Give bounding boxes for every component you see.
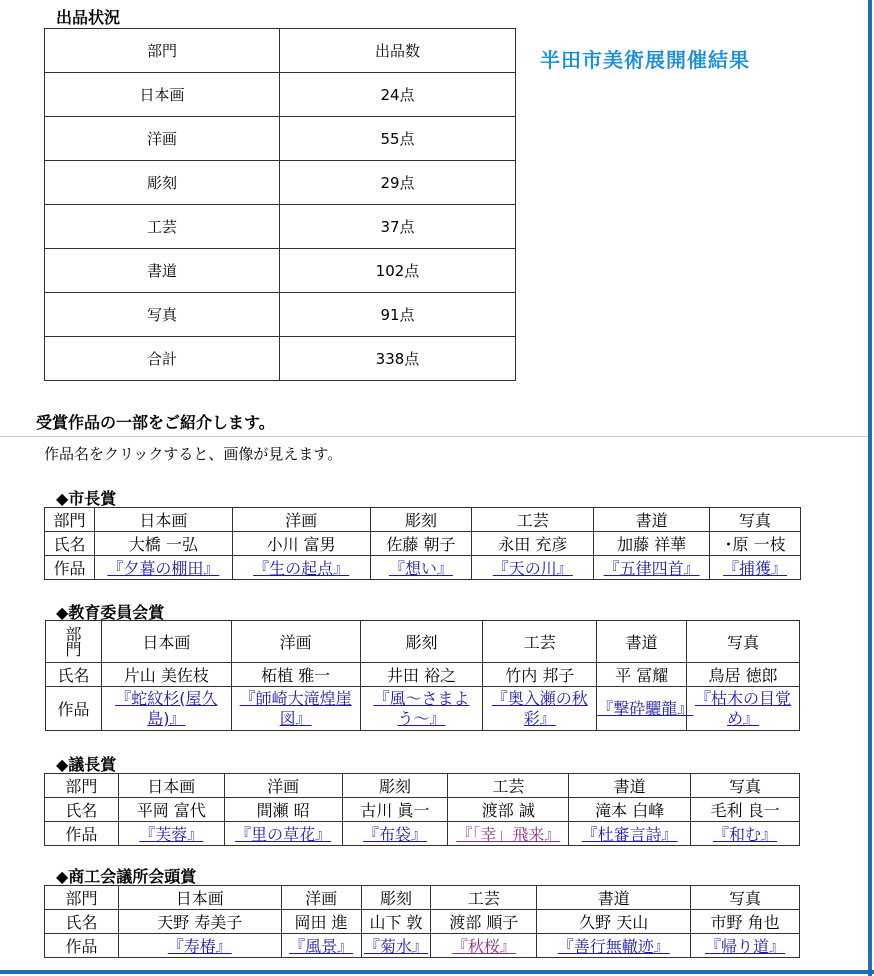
dept-cell: 洋画 (45, 117, 280, 161)
name-row (45, 532, 801, 556)
work-link[interactable]: 『杜審言詩』 (581, 825, 678, 844)
artist-name: 小川 富男 (232, 532, 370, 556)
artist-name: 佐藤 朝子 (370, 532, 472, 556)
dept-header: 日本画 (118, 774, 224, 798)
row-label: 部門 (45, 774, 119, 798)
row-label: 作品 (45, 934, 119, 958)
dept-row (45, 774, 800, 798)
dept-header: 工芸 (483, 621, 597, 663)
table-row (45, 117, 516, 161)
table-row (45, 205, 516, 249)
dept-cell: 書道 (45, 249, 280, 293)
work-link[interactable]: 『菊水』 (364, 937, 429, 956)
table-row (45, 249, 516, 293)
work-row (45, 556, 801, 580)
dept-header: 工芸 (448, 774, 569, 798)
dept-header: 洋画 (232, 508, 370, 532)
dept-header: 写真 (710, 508, 801, 532)
row-label: 作品 (45, 822, 119, 846)
table-row (45, 337, 516, 381)
artist-name: 片山 美佐枝 (101, 663, 231, 687)
dept-header: 日本画 (101, 621, 231, 663)
dept-header: 工芸 (472, 508, 594, 532)
dept-header: 彫刻 (360, 621, 483, 663)
dept-header: 彫刻 (370, 508, 472, 532)
entries-heading: 出品状況 (56, 8, 121, 27)
award-title: ◆商工会議所会頭賞 (56, 867, 197, 886)
dept-header: 彫刻 (361, 886, 431, 910)
dept-row (45, 886, 800, 910)
artist-name: 加藤 祥華 (594, 532, 710, 556)
award-table-chamber (44, 885, 800, 958)
count-cell: 24点 (280, 73, 516, 117)
table-row (45, 73, 516, 117)
count-cell: 29点 (280, 161, 516, 205)
award-table-mayor (44, 507, 801, 580)
dept-header: 書道 (569, 774, 691, 798)
count-cell: 102点 (280, 249, 516, 293)
award-table-chairman (44, 773, 800, 846)
work-link[interactable]: 『撃砕驪龍』 (597, 698, 694, 718)
artist-name: 久野 天山 (537, 910, 691, 934)
work-link[interactable]: 『布袋』 (362, 825, 427, 844)
work-link[interactable]: 『師崎大滝煌崖図』 (239, 688, 352, 728)
row-label: 氏名 (45, 532, 95, 556)
col-count-header: 出品数 (280, 29, 516, 73)
work-link[interactable]: 『「幸」飛来』 (456, 825, 561, 844)
artist-name: 柘植 雅一 (231, 663, 360, 687)
col-dept-header: 部門 (45, 29, 280, 73)
row-label: 氏名 (46, 663, 102, 687)
artist-name: 滝本 白峰 (569, 798, 691, 822)
count-cell: 338点 (280, 337, 516, 381)
work-link[interactable]: 『想い』 (388, 559, 453, 578)
work-link[interactable]: 『善行無轍迹』 (557, 937, 670, 956)
dept-cell: 合計 (45, 337, 280, 381)
dept-header: 日本画 (118, 886, 281, 910)
row-label: 作品 (46, 687, 102, 731)
row-label: 部門 (46, 621, 102, 663)
work-row (45, 934, 800, 958)
award-title: ◆教育委員会賞 (56, 603, 165, 622)
dept-header: 工芸 (431, 886, 537, 910)
artist-name: 山下 敦 (361, 910, 431, 934)
work-row (46, 687, 800, 731)
name-row (45, 798, 800, 822)
count-cell: 37点 (280, 205, 516, 249)
awards-intro-note: 作品名をクリックすると、画像が見えます。 (44, 445, 343, 463)
artist-name: 渡部 順子 (431, 910, 537, 934)
artist-name: 平 冨耀 (597, 663, 687, 687)
dept-cell: 日本画 (45, 73, 280, 117)
artist-name: 天野 寿美子 (118, 910, 281, 934)
dept-header: 日本画 (94, 508, 232, 532)
site-title: 半田市美術展開催結果 (540, 48, 750, 72)
entries-table (44, 28, 516, 381)
count-cell: 91点 (280, 293, 516, 337)
row-label: 部門 (45, 508, 95, 532)
row-label: 氏名 (45, 910, 119, 934)
dept-header: 写真 (691, 886, 800, 910)
window-frame-bottom (0, 970, 874, 974)
dept-cell: 工芸 (45, 205, 280, 249)
dept-row (46, 621, 800, 663)
dept-header: 洋画 (224, 774, 342, 798)
dept-header: 写真 (691, 774, 800, 798)
award-table-education (45, 620, 800, 731)
artist-name: 永田 充彦 (472, 532, 594, 556)
artist-name: 平岡 富代 (118, 798, 224, 822)
work-link[interactable]: 『和む』 (713, 825, 778, 844)
dept-cell: 彫刻 (45, 161, 280, 205)
artist-name: 鳥居 徳郎 (687, 663, 800, 687)
dept-row (45, 508, 801, 532)
award-title: ◆市長賞 (56, 489, 117, 508)
awards-intro-heading: 受賞作品の一部をご紹介します。 (36, 413, 275, 432)
table-row (45, 293, 516, 337)
work-link[interactable]: 『蛇紋杉(屋久島)』 (115, 688, 218, 728)
artist-name: 渡部 誠 (448, 798, 569, 822)
work-link[interactable]: 『生の起点』 (253, 559, 350, 578)
dept-header: 写真 (687, 621, 800, 663)
work-link[interactable]: 『秋桜』 (451, 937, 516, 956)
row-label: 氏名 (45, 798, 119, 822)
section-divider (0, 436, 868, 437)
dept-header: 書道 (597, 621, 687, 663)
dept-header: 彫刻 (342, 774, 448, 798)
artist-name: 毛利 良一 (691, 798, 800, 822)
artist-name: 間瀬 昭 (224, 798, 342, 822)
artist-name: 竹内 邦子 (483, 663, 597, 687)
work-link[interactable]: 『寿椿』 (167, 937, 232, 956)
name-row (46, 663, 800, 687)
artist-name: 井田 裕之 (360, 663, 483, 687)
work-link[interactable]: 『里の草花』 (235, 825, 332, 844)
table-row (45, 161, 516, 205)
work-link[interactable]: 『五律四首』 (603, 559, 700, 578)
work-link[interactable]: 『風〜さまよう〜』 (373, 688, 470, 728)
name-row (45, 910, 800, 934)
work-link[interactable]: 『捕獲』 (723, 559, 788, 578)
count-cell: 55点 (280, 117, 516, 161)
work-link[interactable]: 『風景』 (289, 937, 354, 956)
artist-name: 古川 眞一 (342, 798, 448, 822)
dept-header: 書道 (594, 508, 710, 532)
work-link[interactable]: 『枯木の目覚め』 (695, 688, 792, 728)
row-label: 作品 (45, 556, 95, 580)
dept-header: 洋画 (281, 886, 361, 910)
table-header-row (45, 29, 516, 73)
window-frame-right (868, 0, 872, 976)
work-link[interactable]: 『夕暮の棚田』 (107, 559, 220, 578)
work-link[interactable]: 『帰り道』 (705, 937, 786, 956)
artist-name: 岡田 進 (281, 910, 361, 934)
dept-header: 書道 (537, 886, 691, 910)
row-label: 部門 (45, 886, 119, 910)
award-title: ◆議長賞 (56, 755, 117, 774)
work-link[interactable]: 『天の川』 (492, 559, 573, 578)
dept-cell: 写真 (45, 293, 280, 337)
work-link[interactable]: 『芙蓉』 (139, 825, 204, 844)
artist-name: ･原 一枝 (710, 532, 801, 556)
artist-name: 市野 角也 (691, 910, 800, 934)
work-link[interactable]: 『奥入瀬の秋彩』 (491, 688, 588, 728)
artist-name: 大橋 一弘 (94, 532, 232, 556)
work-row (45, 822, 800, 846)
dept-header: 洋画 (231, 621, 360, 663)
